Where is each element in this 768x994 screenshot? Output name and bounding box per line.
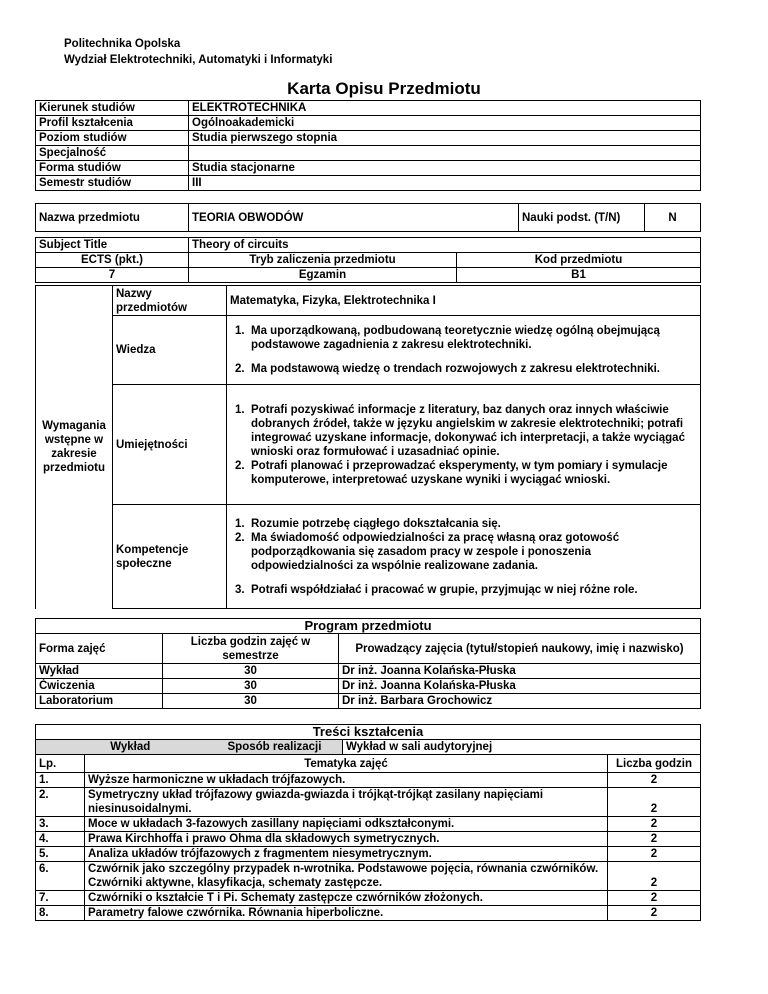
university-name: Politechnika Opolska [64,38,181,50]
content-title: Treści kształcenia [36,725,701,740]
content-topic: Czwórniki o kształcie T i Pi. Schematy zastępcze czwórników złożonych. [85,891,608,906]
table-row [36,906,701,921]
exam-mode-label: Tryb zaliczenia przedmiotu [189,253,457,268]
table-row [36,862,701,891]
program-cell-form: Wykład [36,664,163,679]
content-col-hours: Liczba godzin [608,755,701,773]
social-label: Kompetencje społeczne [113,505,227,609]
study-info-row [36,176,701,191]
program-cell-teacher: Dr inż. Barbara Grochowicz [339,694,701,709]
content-topic: Analiza układów trójfazowych z fragmentem niesymetrycznym. [85,847,608,862]
content-hours: 2 [608,891,701,906]
content-hours: 2 [608,906,701,921]
subject-title-label: Subject Title [36,238,189,253]
requirements-label: Wymagania wstępne w zakresie przedmiotu [36,286,113,609]
study-info-row [36,146,701,161]
course-name: TEORIA OBWODÓW [189,204,519,232]
study-info-label: Profil kształcenia [36,116,189,131]
content-lp: 7. [36,891,85,906]
study-info-value: Ogólnoakademicki [189,116,701,131]
program-row [36,664,701,679]
ects-value: 7 [36,268,189,283]
content-hours: 2 [608,847,701,862]
skills-list [235,403,692,487]
basic-science-value: N [645,204,701,232]
list-item: 3. Potrafi współdziałać i pracować w grupie, przyjmując w niej różne role. [235,583,638,596]
study-info-row [36,101,701,116]
content-hours: 2 [608,862,701,891]
study-info-value: ELEKTROTECHNIKA [189,101,701,116]
program-cell-form: Laboratorium [36,694,163,709]
content-topic: Symetryczny układ trójfazowy gwiazda-gwiazda i trójkąt-trójkąt zasilany napięciami niesinusoidalnymi. [85,788,608,817]
content-lp: 1. [36,773,85,788]
table-row [36,891,701,906]
course-code-value: B1 [457,268,701,283]
content-lp: 6. [36,862,85,891]
content-hours: 2 [608,773,701,788]
study-info-label: Semestr studiów [36,176,189,191]
study-info-value: Studia pierwszego stopnia [189,131,701,146]
study-info-value: III [189,176,701,191]
study-info-label: Specjalność [36,146,189,161]
subject-table [35,237,701,283]
subject-title: Theory of circuits [189,238,701,253]
content-method: Wykład w sali audytoryjnej [343,740,701,755]
study-info-row [36,131,701,146]
study-info-label: Kierunek studiów [36,101,189,116]
content-lp: 5. [36,847,85,862]
content-topic: Parametry falowe czwórnika. Równania hiperboliczne. [85,906,608,921]
content-lp: 8. [36,906,85,921]
content-col-lp: Lp. [36,755,85,773]
content-topic: Moce w układach 3-fazowych zasillany napięciami odkształconymi. [85,817,608,832]
course-code-label: Kod przedmiotu [457,253,701,268]
course-name-table [35,203,701,232]
study-info-label: Forma studiów [36,161,189,176]
program-col-teacher: Prowadzący zajęcia (tytuł/stopień naukowy, imię i nazwisko) [339,634,701,664]
study-info-table [35,100,701,191]
program-cell-form: Ćwiczenia [36,679,163,694]
content-hours: 2 [608,832,701,847]
content-lp: 2. [36,788,85,817]
list-item: 1. Ma uporządkowaną, podbudowaną teoretycznie wiedzę ogólną obejmującą podstawowe zagadnienia z zakresu elektrotechniki. [235,325,660,351]
study-info-value [189,146,701,161]
list-item: 2. Ma podstawową wiedzę o trendach rozwojowych z zakresu elektrotechniki. [235,363,660,375]
table-row [36,788,701,817]
table-row [36,832,701,847]
page-title: Karta Opisu Przedmiotu [287,79,481,98]
program-cell-teacher: Dr inż. Joanna Kolańska-Płuska [339,679,701,694]
program-col-form: Forma zajęć [36,634,163,664]
study-info-row [36,116,701,131]
content-lp: 4. [36,832,85,847]
subjects-value: Matematyka, Fizyka, Elektrotechnika I [227,286,701,316]
skills-label: Umiejętności [113,385,227,505]
study-info-value: Studia stacjonarne [189,161,701,176]
program-row [36,679,701,694]
faculty-name: Wydział Elektrotechniki, Automatyki i Informatyki [64,54,333,66]
content-topic: Czwórnik jako szczególny przypadek n-wrotnika. Podstawowe pojęcia, równania czwórników. Czwórniki aktywne, klasyfikacja, schematy zastępcze. [85,862,608,891]
content-topic: Prawa Kirchhoffa i prawo Ohma dla składowych symetrycznych. [85,832,608,847]
program-col-hours: Liczba godzin zajęć w semestrze [163,634,339,664]
content-lp: 3. [36,817,85,832]
content-hours: 2 [608,788,701,817]
ects-label: ECTS (pkt.) [36,253,189,268]
content-method-label: Sposób realizacji [225,740,343,755]
program-cell-teacher: Dr inż. Joanna Kolańska-Płuska [339,664,701,679]
program-cell-hours: 30 [163,694,339,709]
subjects-label: Nazwy przedmiotów [113,286,227,316]
table-row [36,847,701,862]
list-item: 2. Potrafi planować i przeprowadzać eksperymenty, w tym pomiary i symulacje komputerowe, interpretować uzyskane wyniki i wyciągać wnioski. [235,459,668,486]
study-info-label: Poziom studiów [36,131,189,146]
study-info-row [36,161,701,176]
social-list [235,517,692,597]
list-item: 1. Potrafi pozyskiwać informacje z literatury, baz danych oraz innych właściwie dobranych źródeł, także w języku angielskim w zakresie elektrotechniki; potrafi integrować uzyskane informacje, dokonywać ich interpretacji, a także wyciągać wnioski oraz formułować i uzasadniać opinie. [235,403,685,458]
basic-science-label: Nauki podst. (T/N) [519,204,645,232]
knowledge-list [235,324,692,376]
table-row [36,817,701,832]
content-hours: 2 [608,817,701,832]
program-row [36,694,701,709]
content-col-topic: Tematyka zajęć [85,755,608,773]
list-item: 2. Ma świadomość odpowiedzialności za pracę własną oraz gotowość podporządkowania się zasadom pracy w zespole i ponoszenia odpowiedzialności za wspólnie realizowane zadania. [235,531,620,572]
content-topic: Wyższe harmoniczne w układach trójfazowych. [85,773,608,788]
content-type: Wykład [36,740,225,755]
requirements-table [35,285,701,609]
table-row [36,773,701,788]
course-name-label: Nazwa przedmiotu [36,204,189,232]
list-item: 1. Rozumie potrzebę ciągłego dokształcania się. [235,517,501,530]
program-cell-hours: 30 [163,679,339,694]
exam-mode-value: Egzamin [189,268,457,283]
program-cell-hours: 30 [163,664,339,679]
program-title: Program przedmiotu [36,619,701,634]
knowledge-label: Wiedza [113,316,227,385]
content-table [35,724,701,921]
program-table [35,618,701,709]
